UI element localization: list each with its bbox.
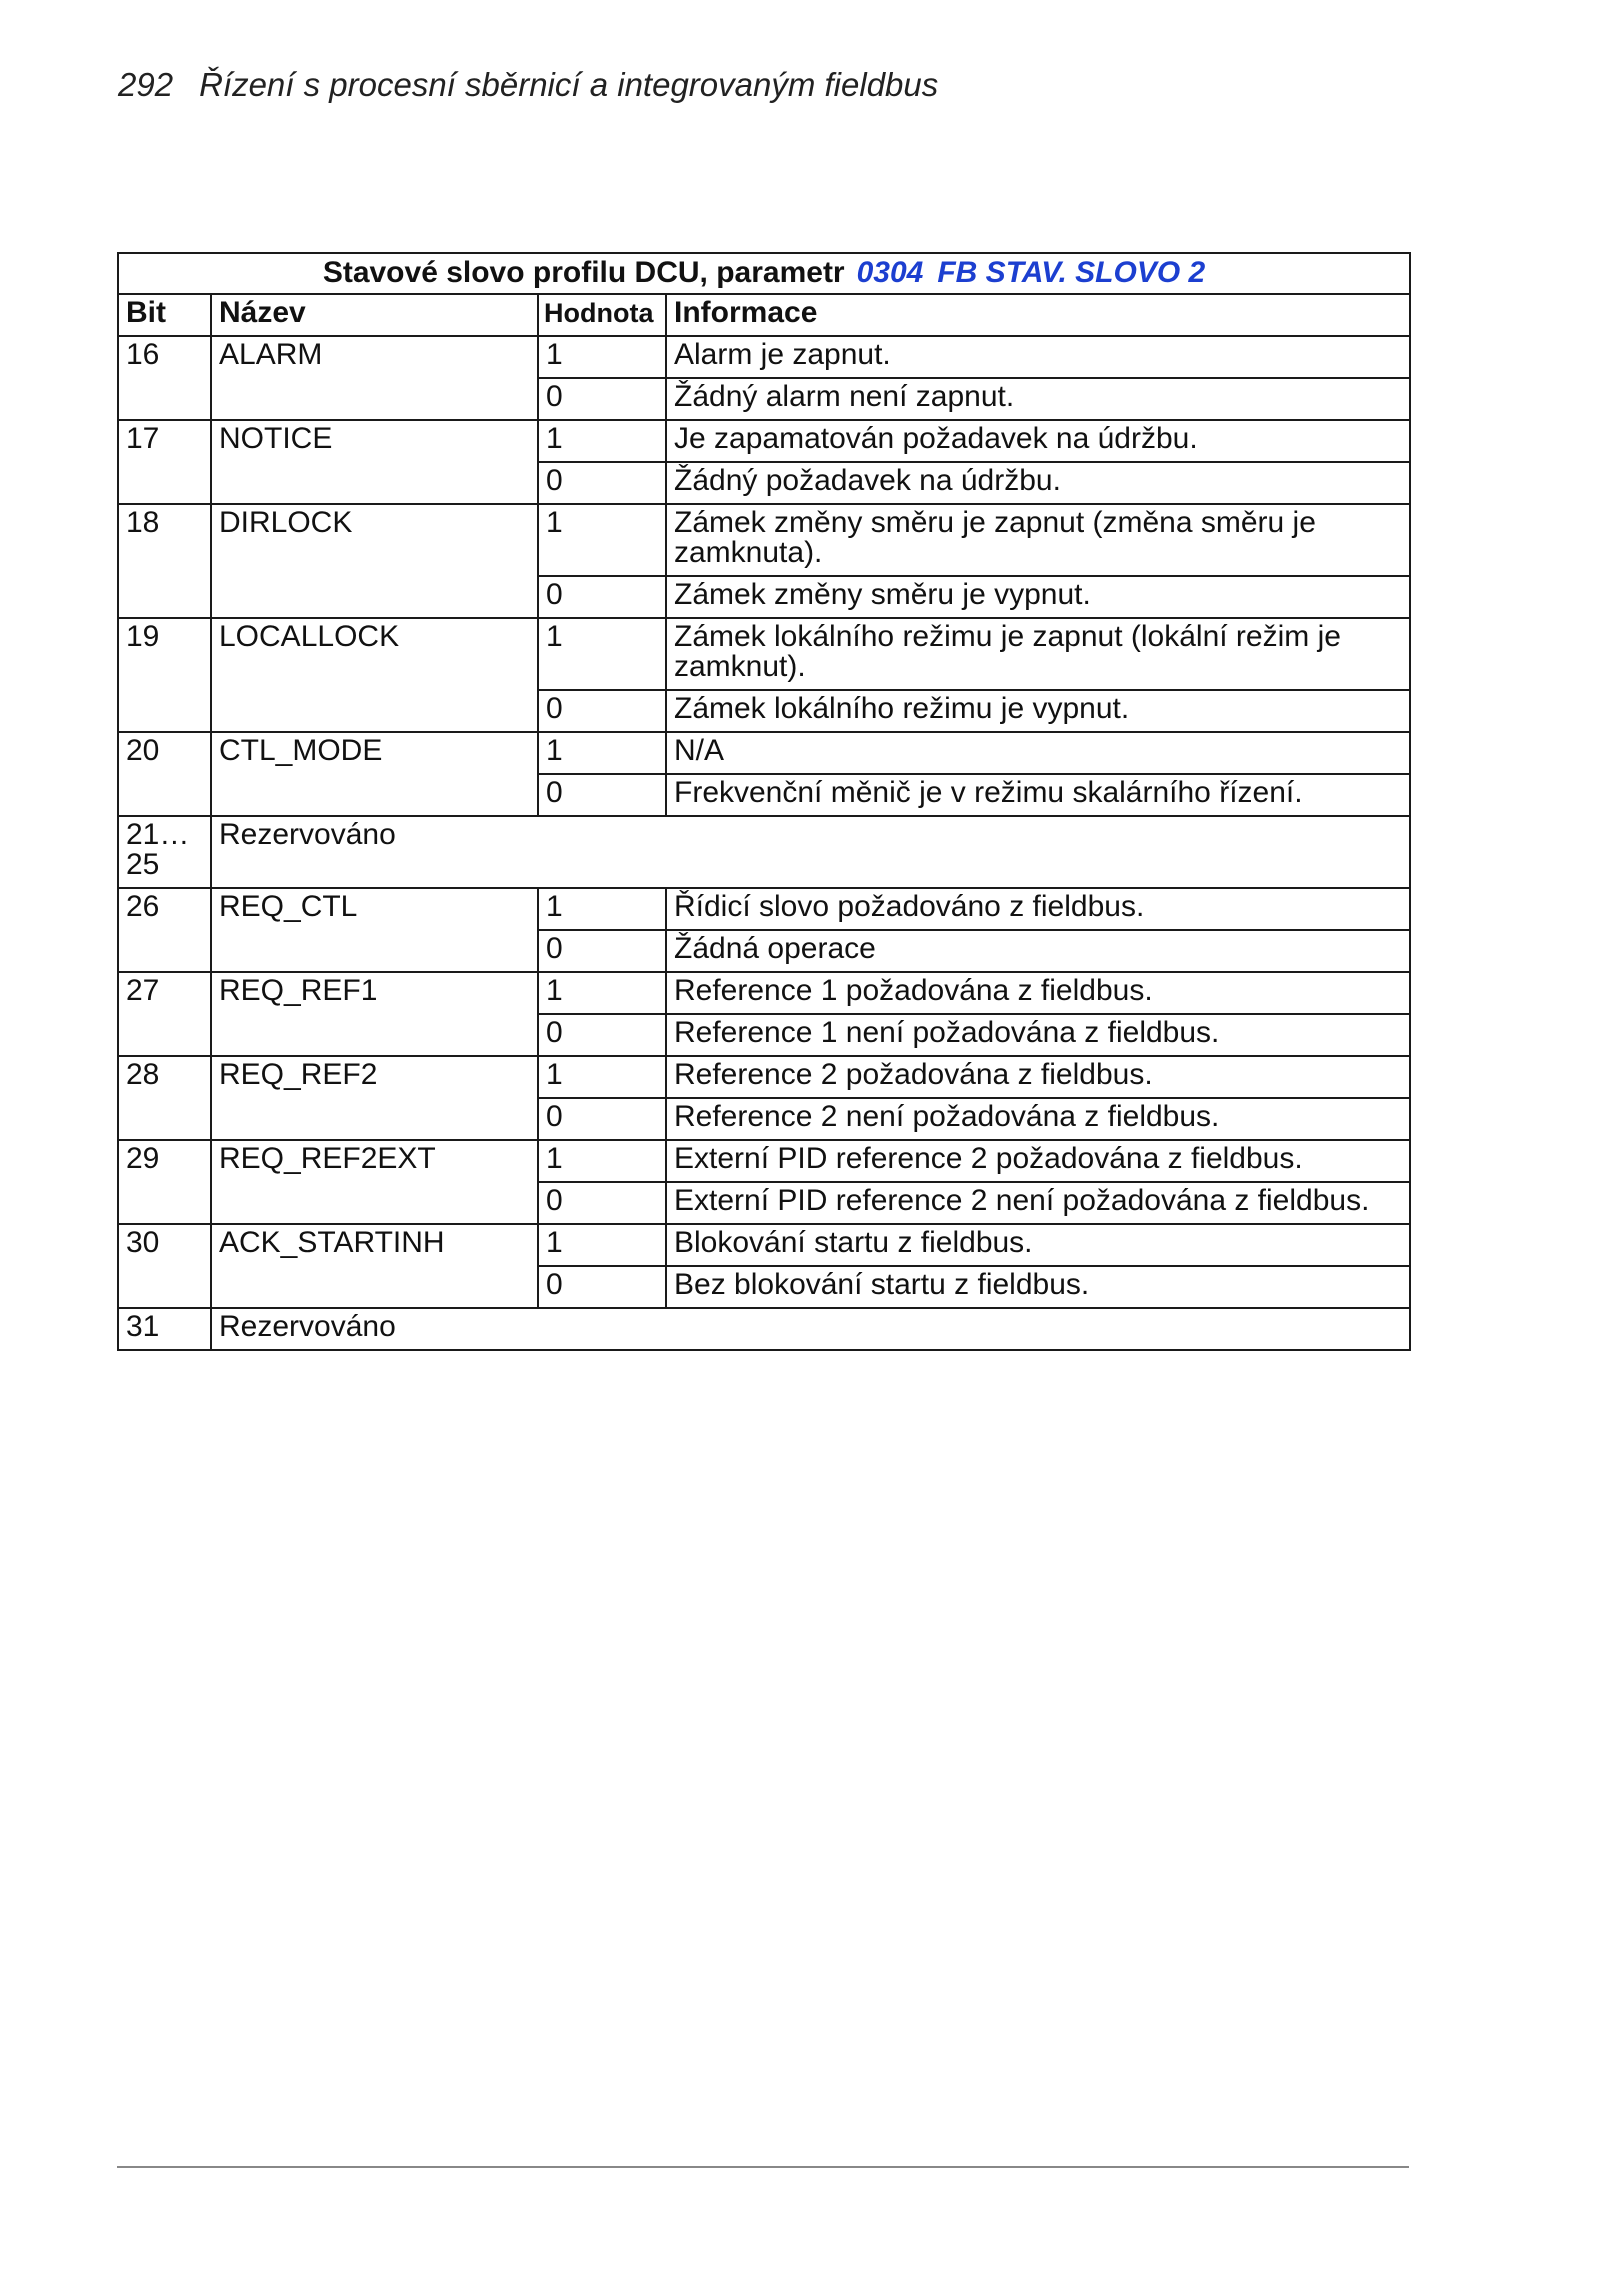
info-cell: Reference 1 požadována z fieldbus. — [666, 972, 1410, 1014]
info-cell: Žádný alarm není zapnut. — [666, 378, 1410, 420]
value-cell: 1 — [538, 420, 666, 462]
value-cell: 0 — [538, 690, 666, 732]
info-cell: Řídicí slovo požadováno z fieldbus. — [666, 888, 1410, 930]
bit-cell: 19 — [118, 618, 211, 732]
name-cell: CTL_MODE — [211, 732, 538, 816]
table-row — [118, 732, 1410, 774]
name-cell: REQ_CTL — [211, 888, 538, 972]
info-cell: Zámek změny směru je vypnut. — [666, 576, 1410, 618]
info-cell: Frekvenční měnič je v režimu skalárního řízení. — [666, 774, 1410, 816]
bit-cell: 27 — [118, 972, 211, 1056]
info-cell: Reference 2 požadována z fieldbus. — [666, 1056, 1410, 1098]
name-cell: Rezervováno — [211, 816, 1410, 888]
value-cell: 1 — [538, 972, 666, 1014]
value-cell: 1 — [538, 618, 666, 690]
info-cell: Zámek lokálního režimu je vypnut. — [666, 690, 1410, 732]
table-row — [118, 1224, 1410, 1266]
bit-cell: 20 — [118, 732, 211, 816]
info-cell: Bez blokování startu z fieldbus. — [666, 1266, 1410, 1308]
info-cell: Alarm je zapnut. — [666, 336, 1410, 378]
value-cell: 0 — [538, 378, 666, 420]
value-cell: 1 — [538, 504, 666, 576]
bit-cell: 16 — [118, 336, 211, 420]
info-cell: N/A — [666, 732, 1410, 774]
page-header — [118, 66, 938, 104]
info-cell: Zámek lokálního režimu je zapnut (lokální režim je zamknut). — [666, 618, 1410, 690]
value-cell: 0 — [538, 1182, 666, 1224]
column-header-bit: Bit — [118, 294, 211, 336]
name-cell: LOCALLOCK — [211, 618, 538, 732]
value-cell: 1 — [538, 888, 666, 930]
bit-cell: 17 — [118, 420, 211, 504]
info-cell: Reference 2 není požadována z fieldbus. — [666, 1098, 1410, 1140]
value-cell: 0 — [538, 1098, 666, 1140]
value-cell: 0 — [538, 1266, 666, 1308]
table-row — [118, 504, 1410, 576]
info-cell: Blokování startu z fieldbus. — [666, 1224, 1410, 1266]
page-number: 292 — [118, 66, 174, 103]
name-cell: REQ_REF1 — [211, 972, 538, 1056]
table-row — [118, 618, 1410, 690]
bit-cell: 28 — [118, 1056, 211, 1140]
column-header-name: Název — [211, 294, 538, 336]
value-cell: 1 — [538, 1140, 666, 1182]
footer-rule — [117, 2166, 1409, 2168]
bit-cell: 29 — [118, 1140, 211, 1224]
value-cell: 0 — [538, 774, 666, 816]
bit-cell: 31 — [118, 1308, 211, 1350]
value-cell: 0 — [538, 576, 666, 618]
table-row — [118, 1056, 1410, 1098]
value-cell: 0 — [538, 462, 666, 504]
info-cell: Externí PID reference 2 není požadována z fieldbus. — [666, 1182, 1410, 1224]
table-row — [118, 1308, 1410, 1350]
info-cell: Reference 1 není požadována z fieldbus. — [666, 1014, 1410, 1056]
table-row — [118, 816, 1410, 888]
bit-cell: 30 — [118, 1224, 211, 1308]
value-cell: 0 — [538, 1014, 666, 1056]
value-cell: 0 — [538, 930, 666, 972]
table-body — [118, 336, 1410, 1350]
parameter-code: 0304 — [856, 256, 924, 289]
table-title-text: Stavové slovo profilu DCU, parametr — [322, 256, 845, 289]
value-cell: 1 — [538, 1224, 666, 1266]
name-cell: ACK_STARTINH — [211, 1224, 538, 1308]
bit-cell: 21… 25 — [118, 816, 211, 888]
value-cell: 1 — [538, 336, 666, 378]
name-cell: Rezervováno — [211, 1308, 1410, 1350]
bit-cell: 18 — [118, 504, 211, 618]
column-header-value: Hodnota — [538, 294, 666, 336]
name-cell: DIRLOCK — [211, 504, 538, 618]
bit-cell: 26 — [118, 888, 211, 972]
table-row — [118, 420, 1410, 462]
name-cell: NOTICE — [211, 420, 538, 504]
table-title-row — [118, 253, 1410, 294]
info-cell: Je zapamatován požadavek na údržbu. — [666, 420, 1410, 462]
info-cell: Externí PID reference 2 požadována z fieldbus. — [666, 1140, 1410, 1182]
parameter-link[interactable] — [857, 256, 1206, 289]
column-header-row — [118, 294, 1410, 336]
status-word-table — [117, 252, 1411, 1351]
table-title — [118, 253, 1410, 294]
value-cell: 1 — [538, 1056, 666, 1098]
column-header-info: Informace — [666, 294, 1410, 336]
parameter-name: FB STAV. SLOVO 2 — [937, 256, 1206, 289]
table-row — [118, 972, 1410, 1014]
name-cell: ALARM — [211, 336, 538, 420]
info-cell: Zámek změny směru je zapnut (změna směru je zamknuta). — [666, 504, 1410, 576]
name-cell: REQ_REF2 — [211, 1056, 538, 1140]
value-cell: 1 — [538, 732, 666, 774]
table-row — [118, 1140, 1410, 1182]
chapter-title: Řízení s procesní sběrnicí a integrovaným fieldbus — [199, 66, 939, 103]
table-row — [118, 336, 1410, 378]
name-cell: REQ_REF2EXT — [211, 1140, 538, 1224]
table-row — [118, 888, 1410, 930]
info-cell: Žádný požadavek na údržbu. — [666, 462, 1410, 504]
info-cell: Žádná operace — [666, 930, 1410, 972]
